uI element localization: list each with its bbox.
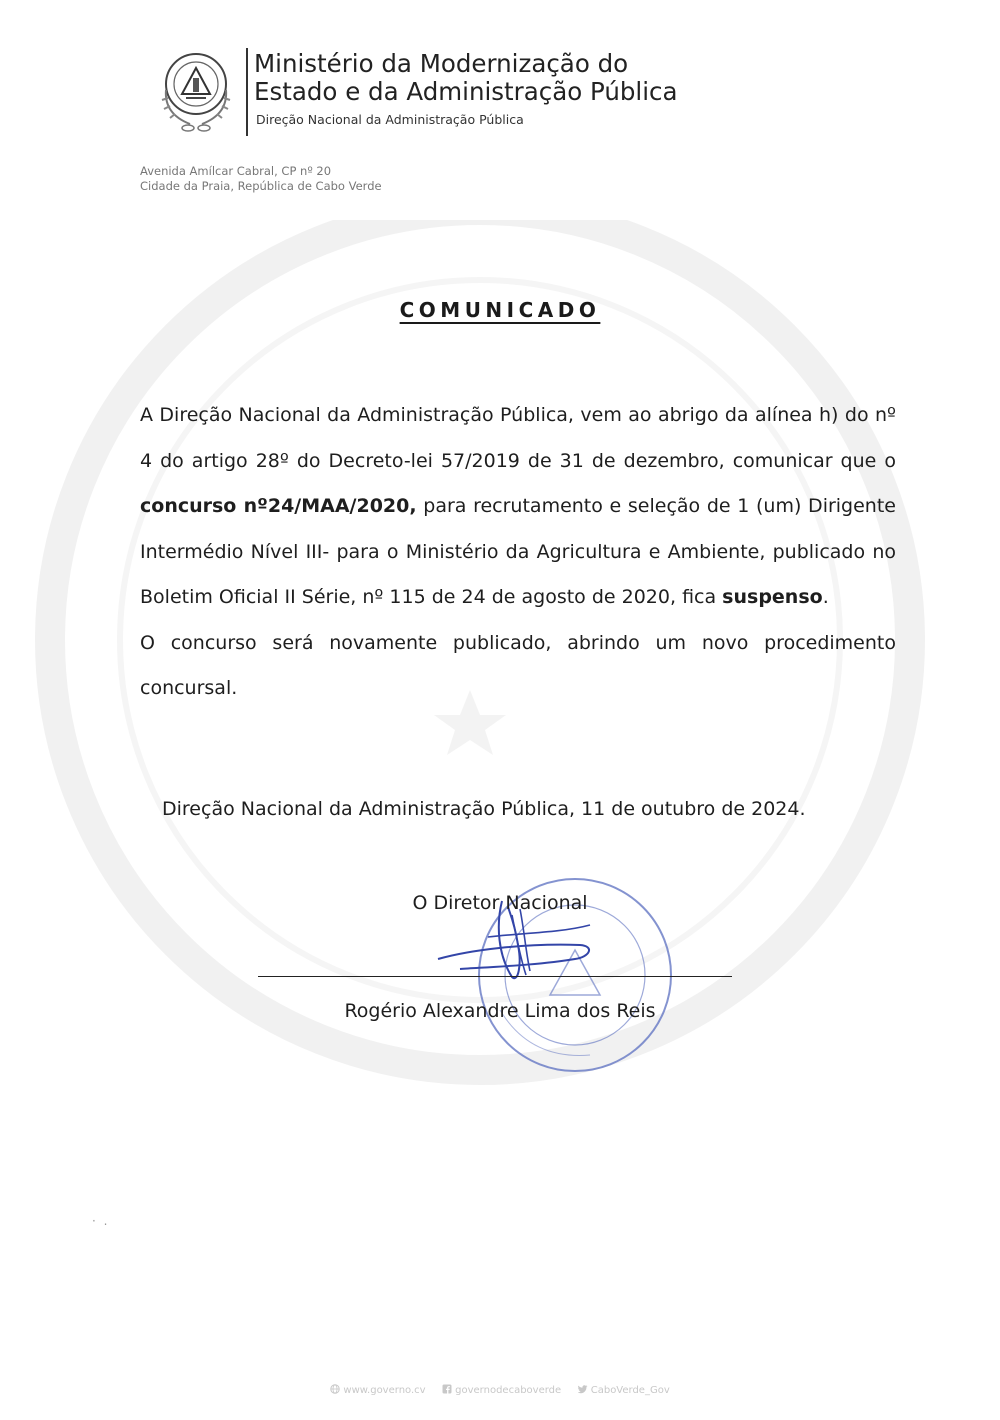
twitter-icon	[578, 1384, 588, 1394]
signature-line	[258, 976, 732, 977]
footer-twitter[interactable]: CaboVerde_Gov	[590, 1385, 670, 1396]
body-paragraph-2: O concurso será novamente publicado, abrindo um novo procedimento concursal.	[140, 631, 896, 699]
ministry-name-line1: Ministério da Modernização do	[254, 49, 629, 78]
body-p1-text-c: .	[822, 586, 829, 608]
header-divider	[246, 48, 248, 136]
signer-role: O Diretor Nacional	[412, 892, 588, 914]
body-paragraph-1	[140, 393, 896, 621]
document-body	[140, 393, 896, 712]
address-line-2: Cidade da Praia, República de Cabo Verde	[140, 179, 382, 193]
document-title-text: COMUNICADO	[399, 298, 601, 322]
body-p1-text-b: para recrutamento e seleção de 1 (um) Dirigente Intermédio Nível III- para o Ministério da Agricultura e Ambiente, publicado no Boletim Oficial II Série, nº 115 de 24 de agosto de 2020, fica	[140, 495, 896, 608]
national-emblem-icon	[150, 44, 242, 136]
address-block	[140, 164, 382, 194]
directorate-name: Direção Nacional da Administração Pública	[256, 112, 524, 127]
suspended-status: suspenso	[722, 586, 823, 608]
letterhead	[150, 42, 710, 142]
document-title	[0, 298, 1000, 322]
ministry-name-line2: Estado e da Administração Pública	[254, 77, 678, 106]
facebook-icon	[442, 1384, 452, 1394]
footer-website[interactable]: www.governo.cv	[343, 1385, 426, 1396]
body-p1-text-a: A Direção Nacional da Administração Pública, vem ao abrigo da alínea h) do nº 4 do artigo 28º do Decreto-lei 57/2019 de 31 de dezembro, comunicar que o	[140, 404, 896, 472]
footer-facebook[interactable]: governodecaboverde	[455, 1385, 562, 1396]
address-line-1: Avenida Amílcar Cabral, CP nº 20	[140, 164, 332, 178]
signer-name: Rogério Alexandre Lima dos Reis	[344, 1000, 656, 1022]
globe-icon	[330, 1384, 340, 1394]
place-and-date: Direção Nacional da Administração Pública, 11 de outubro de 2024.	[162, 798, 806, 820]
contest-reference: concurso nº24/MAA/2020,	[140, 495, 417, 517]
page-mark: · .	[92, 1214, 110, 1228]
page-footer	[0, 1384, 1000, 1396]
